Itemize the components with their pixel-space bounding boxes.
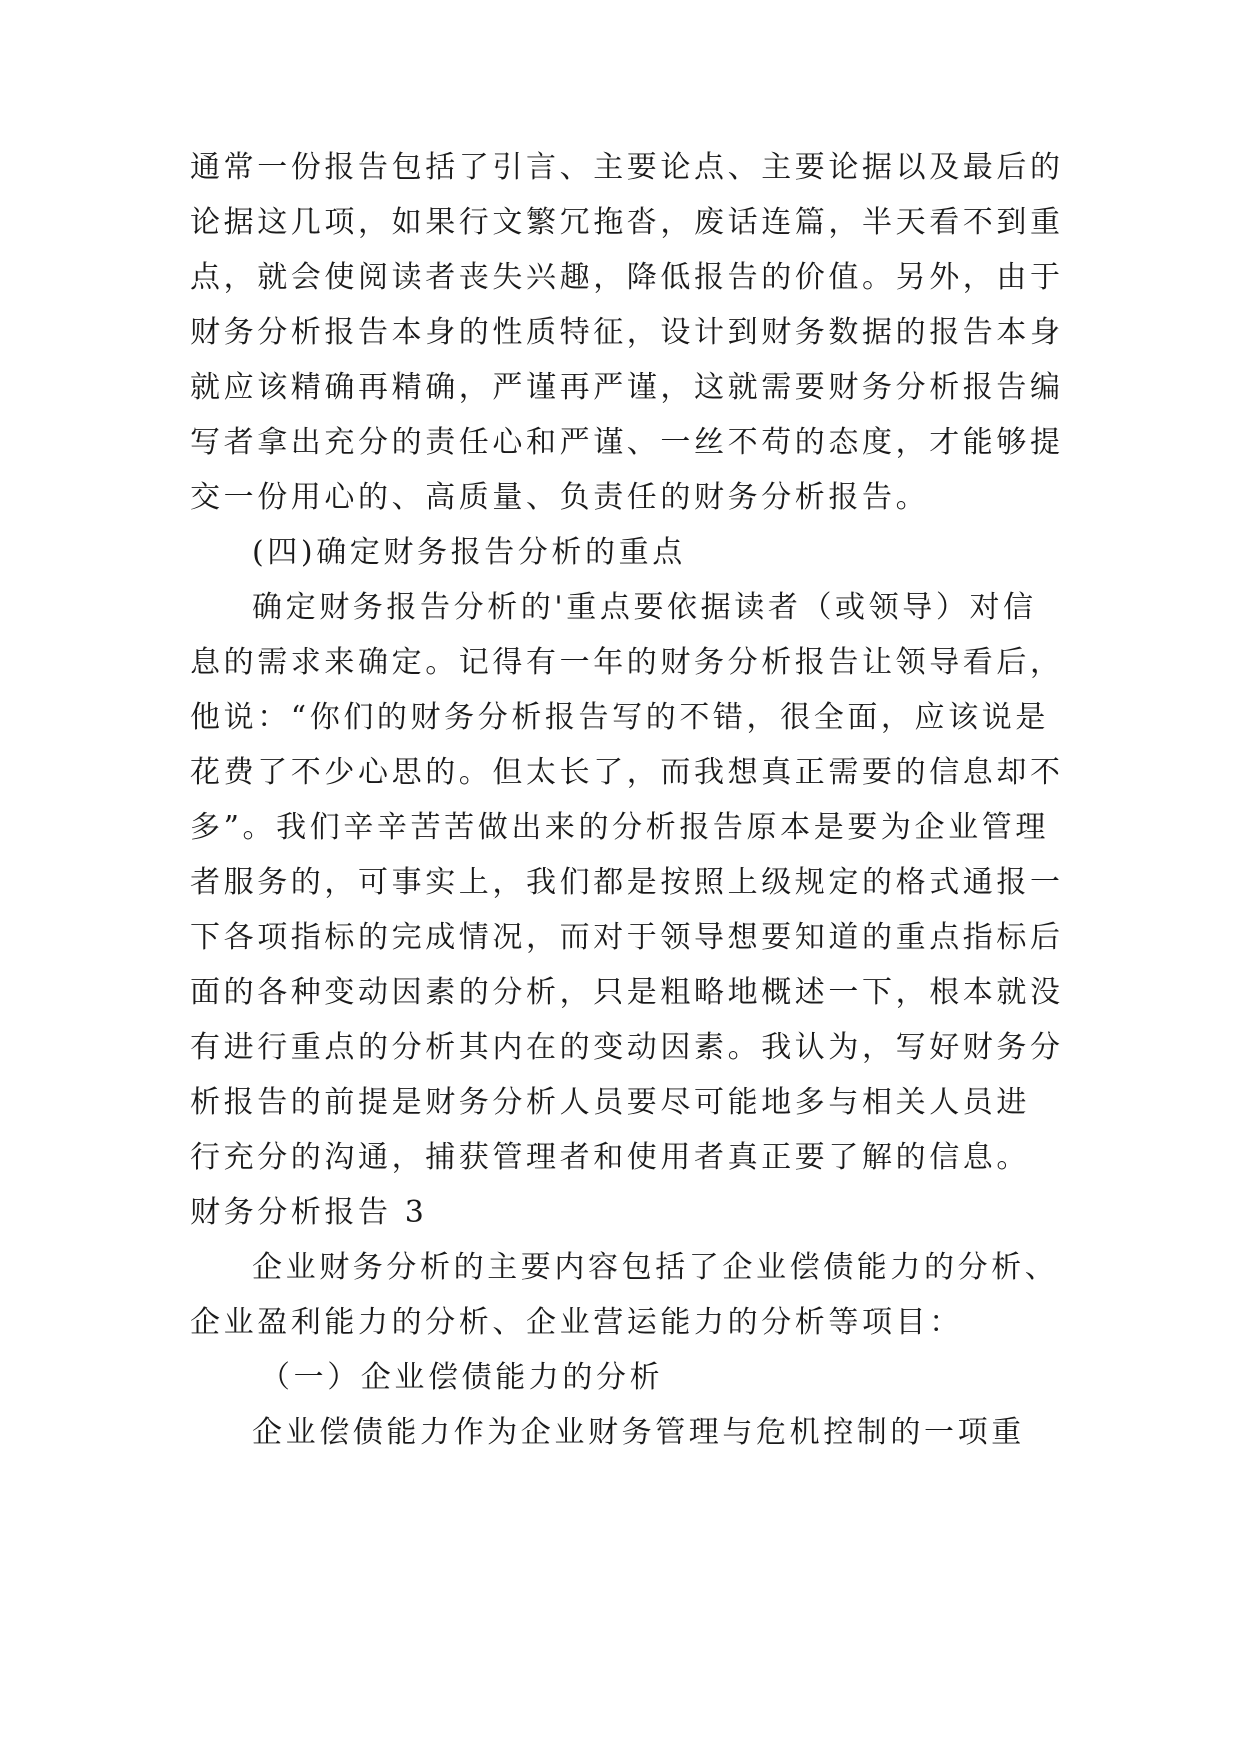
document-title: 财务分析报告 3: [190, 1195, 428, 1230]
paragraph-line: 行充分的沟通，捕获管理者和使用者真正要了解的信息。: [190, 1140, 1030, 1175]
paragraph-line: 企业偿债能力作为企业财务管理与危机控制的一项重: [252, 1415, 1025, 1450]
section-heading: (四)确定财务报告分析的重点: [252, 535, 686, 570]
paragraph-line: 企业盈利能力的分析、企业营运能力的分析等项目：: [190, 1305, 963, 1340]
paragraph-line: 交一份用心的、高质量、负责任的财务分析报告。: [190, 480, 930, 515]
paragraph-line: 点，就会使阅读者丧失兴趣，降低报告的价值。另外，由于: [190, 260, 1064, 295]
paragraph-line: 者服务的，可事实上，我们都是按照上级规定的格式通报一: [190, 865, 1064, 900]
paragraph-line: 财务分析报告本身的性质特征，设计到财务数据的报告本身: [190, 315, 1064, 350]
paragraph-line: 就应该精确再精确，严谨再严谨，这就需要财务分析报告编: [190, 370, 1064, 405]
paragraph-line: 多”。我们辛辛苦苦做出来的分析报告原本是要为企业管理: [190, 810, 1049, 845]
paragraph-line: 息的需求来确定。记得有一年的财务分析报告让领导看后，: [190, 645, 1064, 680]
paragraph-line: 写者拿出充分的责任心和严谨、一丝不苟的态度，才能够提: [190, 425, 1064, 460]
paragraph-line: 下各项指标的完成情况，而对于领导想要知道的重点指标后: [190, 920, 1064, 955]
section-heading: （一）企业偿债能力的分析: [260, 1360, 664, 1395]
paragraph-line: 析报告的前提是财务分析人员要尽可能地多与相关人员进: [190, 1085, 1030, 1120]
paragraph-line: 花费了不少心思的。但太长了，而我想真正需要的信息却不: [190, 755, 1064, 790]
paragraph-line: 面的各种变动因素的分析，只是粗略地概述一下，根本就没: [190, 975, 1064, 1010]
paragraph-line: 有进行重点的分析其内在的变动因素。我认为，写好财务分: [190, 1030, 1064, 1065]
paragraph-line: 确定财务报告分析的'重点要依据读者（或领导）对信: [252, 590, 1037, 625]
paragraph-line: 论据这几项，如果行文繁冗拖沓，废话连篇，半天看不到重: [190, 205, 1064, 240]
paragraph-line: 企业财务分析的主要内容包括了企业偿债能力的分析、: [252, 1250, 1059, 1285]
paragraph-line: 通常一份报告包括了引言、主要论点、主要论据以及最后的: [190, 150, 1064, 185]
paragraph-line: 他说：“你们的财务分析报告写的不错，很全面，应该说是: [190, 700, 1049, 735]
